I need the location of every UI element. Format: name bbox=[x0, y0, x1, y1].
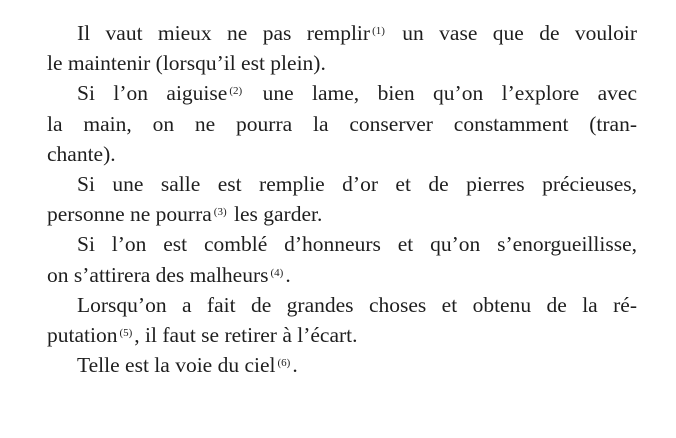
paragraph bbox=[47, 169, 637, 229]
text-line bbox=[47, 18, 637, 48]
text-line bbox=[47, 290, 637, 320]
paragraph bbox=[47, 350, 637, 380]
text-run: . bbox=[292, 353, 298, 378]
text-run: Si une salle est remplie d’or et de pierres précieuses, bbox=[77, 172, 637, 197]
footnote-marker: (2) bbox=[229, 85, 243, 98]
text-line bbox=[47, 169, 637, 199]
text-line bbox=[47, 78, 637, 108]
text-run: personne ne pourra bbox=[47, 202, 212, 227]
text-run: la main, on ne pourra la conserver constamment (tran- bbox=[47, 111, 637, 136]
text-run: Telle est la voie du ciel bbox=[77, 353, 276, 378]
text-line bbox=[47, 229, 637, 259]
text-run: Si l’on est comblé d’honneurs et qu’on s’enorgueillisse, bbox=[77, 232, 637, 257]
text-run: on s’attirera des malheurs bbox=[47, 262, 269, 287]
footnote-marker: (1) bbox=[372, 25, 385, 37]
text-line bbox=[47, 109, 637, 139]
text-line bbox=[47, 260, 637, 290]
text-line bbox=[47, 199, 637, 229]
text-run: le maintenir (lorsqu’il est plein). bbox=[47, 51, 326, 76]
text-run: les garder. bbox=[233, 202, 323, 227]
text-run: putation bbox=[47, 323, 118, 348]
text-run: Lorsqu’on a fait de grandes choses et obtenu de la ré- bbox=[77, 292, 637, 317]
footnote-marker: (6) bbox=[277, 357, 291, 370]
text-run: . bbox=[285, 262, 291, 287]
text-run: chante). bbox=[47, 141, 116, 166]
text-line bbox=[47, 350, 637, 380]
paragraph bbox=[47, 18, 637, 78]
text-line bbox=[47, 320, 637, 350]
text-line bbox=[47, 139, 637, 169]
text-line bbox=[47, 48, 637, 78]
footnote-marker: (3) bbox=[213, 206, 227, 219]
page-text bbox=[47, 18, 637, 380]
paragraph bbox=[47, 78, 637, 169]
text-run: Il vaut mieux ne pas remplir bbox=[77, 21, 371, 45]
footnote-marker: (4) bbox=[270, 266, 284, 279]
text-run: , il faut se retirer à l’écart. bbox=[134, 323, 358, 348]
paragraph bbox=[47, 290, 637, 350]
footnote-marker: (5) bbox=[119, 327, 133, 340]
text-run: une lame, bien qu’on l’explore avec bbox=[262, 81, 638, 106]
text-run: Si l’on aiguise bbox=[77, 81, 228, 106]
paragraph bbox=[47, 229, 637, 289]
text-run: un vase que de vouloir bbox=[402, 21, 637, 45]
